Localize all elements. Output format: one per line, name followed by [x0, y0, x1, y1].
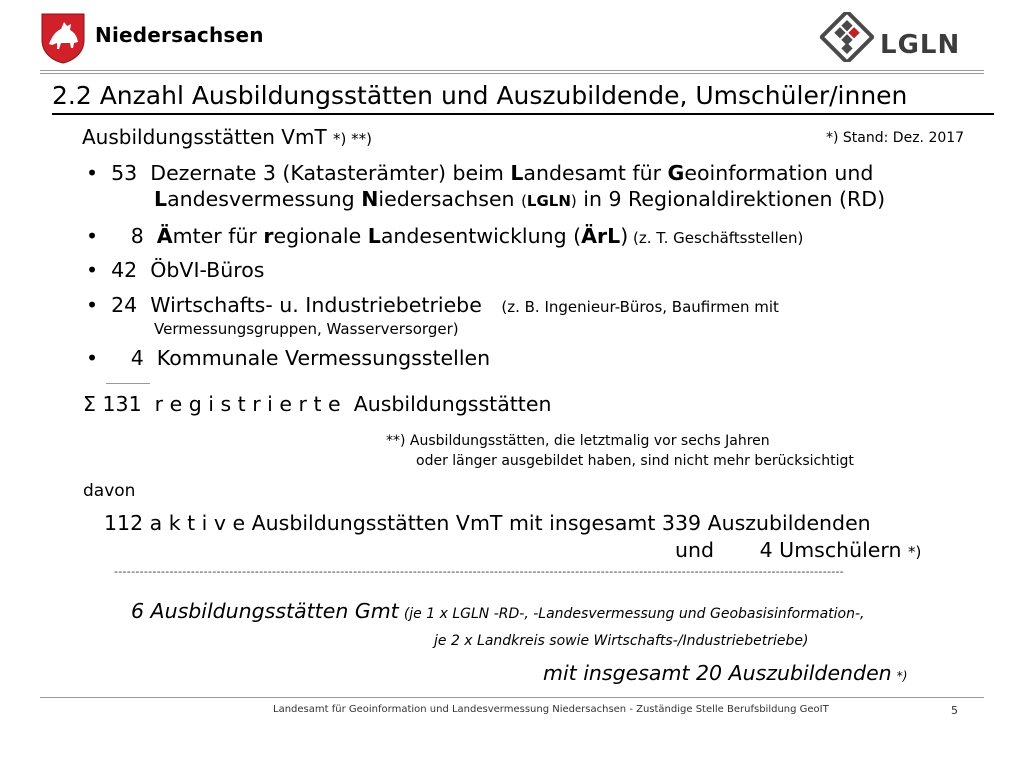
- bullet-icon: •: [86, 346, 99, 370]
- bullet-text: N: [361, 187, 379, 211]
- bullet-text: Wirtschafts- u. Industriebetriebe: [150, 293, 482, 317]
- list-item: [86, 293, 779, 317]
- list-item-continuation: [154, 187, 885, 211]
- sum-symbol: Σ: [83, 392, 96, 416]
- sum-separator: [106, 383, 150, 384]
- bullet-text: andesentwicklung (: [380, 224, 582, 248]
- niedersachsen-crest-icon: [40, 12, 86, 64]
- active-summary: 112 a k t i v e Ausbildungsstätten VmT mit insgesamt 339 Auszubildenden: [104, 511, 871, 535]
- bullet-icon: •: [86, 161, 99, 185]
- gmt-line: je 2 x Landkreis sowie Wirtschafts-/Industriebetriebe): [434, 633, 809, 649]
- bullet-icon: •: [86, 224, 99, 248]
- subtitle: [82, 125, 372, 149]
- davon-label: davon: [83, 481, 136, 501]
- bullet-text: L: [510, 161, 524, 185]
- bullet-text: r: [263, 224, 274, 248]
- bullet-text: ÖbVI-Büros: [150, 258, 265, 282]
- subtitle-label: Ausbildungsstätten VmT: [82, 125, 327, 149]
- bullet-text: in 9 Regionaldirektionen (RD): [576, 187, 886, 211]
- gmt-text: (je 1 x LGLN -RD-, -Landesvermessung und Geobasisinformation-,: [403, 606, 865, 622]
- page-number: 5: [951, 704, 958, 717]
- sum-line: [83, 392, 551, 416]
- footer-text: Landesamt für Geoinformation und Landesvermessung Niedersachsen - Zuständige Stelle Berufsbildung GeoIT: [273, 704, 829, 715]
- list-item: [86, 161, 873, 185]
- bullet-icon: •: [86, 258, 99, 282]
- bullet-text: Kommunale Vermessungsstellen: [156, 346, 491, 370]
- gmt-text: mit insgesamt 20 Auszubildenden: [543, 661, 892, 685]
- footnote-mark: *): [896, 669, 908, 683]
- sum-spaced-label: r e g i s t r i e r t e: [154, 392, 341, 416]
- footnote-mark: **): [386, 433, 406, 449]
- bullet-text: (: [521, 192, 527, 210]
- list-item: [86, 258, 264, 282]
- active-text: und: [675, 538, 714, 562]
- bullet-number: 4: [130, 346, 144, 370]
- bullet-text: (z. T. Geschäftsstellen): [628, 229, 804, 247]
- active-text: 4 Umschülern: [759, 538, 902, 562]
- footnote-mark: *): [908, 543, 922, 561]
- stand-note: [826, 130, 964, 146]
- bullet-number: 24: [111, 293, 138, 317]
- bullet-text: LGLN: [526, 192, 571, 210]
- list-item-continuation: Vermessungsgruppen, Wasserversorger): [154, 320, 459, 338]
- gmt-text: 6 Ausbildungsstätten Gmt: [131, 599, 399, 623]
- bullet-text: eoinformation und: [684, 161, 874, 185]
- bullet-icon: •: [86, 293, 99, 317]
- bullet-text: egionale: [273, 224, 368, 248]
- bullet-text: Dezernate 3 (Katasterämter) beim: [150, 161, 511, 185]
- footer-rule: [40, 697, 984, 698]
- list-item: [86, 224, 803, 248]
- bullet-text: andesvermessung: [167, 187, 362, 211]
- title-underline: [52, 113, 994, 115]
- bullet-text: L: [154, 187, 168, 211]
- bullet-text: ÄrL: [581, 224, 621, 248]
- bullet-text: (z. B. Ingenieur-Büros, Baufirmen mit: [501, 298, 779, 316]
- lgln-logo-icon: [820, 12, 874, 62]
- bullet-text: G: [667, 161, 685, 185]
- bullet-text: L: [367, 224, 381, 248]
- bullet-text: ): [570, 192, 577, 210]
- dashed-separator: ---------------------------------------------------------------------------------------------------------------------------------------------------------------------------: [114, 565, 845, 578]
- bullet-text: mter für: [172, 224, 264, 248]
- lgln-logo-text: LGLN: [880, 30, 961, 60]
- bullet-number: 8: [130, 224, 144, 248]
- sum-label: Ausbildungsstätten: [353, 392, 552, 416]
- list-item: [86, 346, 490, 370]
- active-summary-line2: [675, 538, 921, 562]
- bullet-text: Ä: [156, 224, 173, 248]
- bullet-text: iedersachsen: [378, 187, 522, 211]
- bullet-number: 53: [111, 161, 138, 185]
- state-name: Niedersachsen: [95, 23, 264, 47]
- bullet-number: 42: [111, 258, 138, 282]
- gmt-line: [131, 599, 865, 623]
- bullet-text: ): [620, 224, 629, 248]
- footnote-text: Ausbildungsstätten, die letztmalig vor sechs Jahren: [409, 433, 770, 449]
- bullet-text: andesamt für: [523, 161, 668, 185]
- header-rule-secondary: [40, 73, 984, 74]
- gmt-line: [543, 661, 907, 685]
- subtitle-footnote-marks: *) **): [333, 130, 373, 148]
- page-title: 2.2 Anzahl Ausbildungsstätten und Auszubildende, Umschüler/innen: [52, 81, 908, 110]
- header-rule: [40, 70, 984, 71]
- footnote-line: [386, 433, 770, 449]
- sum-value: 131: [102, 392, 142, 416]
- footnote-text: oder länger ausgebildet haben, sind nicht mehr berücksichtigt: [416, 453, 854, 469]
- stand-text: Stand: Dez. 2017: [842, 130, 965, 146]
- stand-mark: *): [826, 130, 839, 146]
